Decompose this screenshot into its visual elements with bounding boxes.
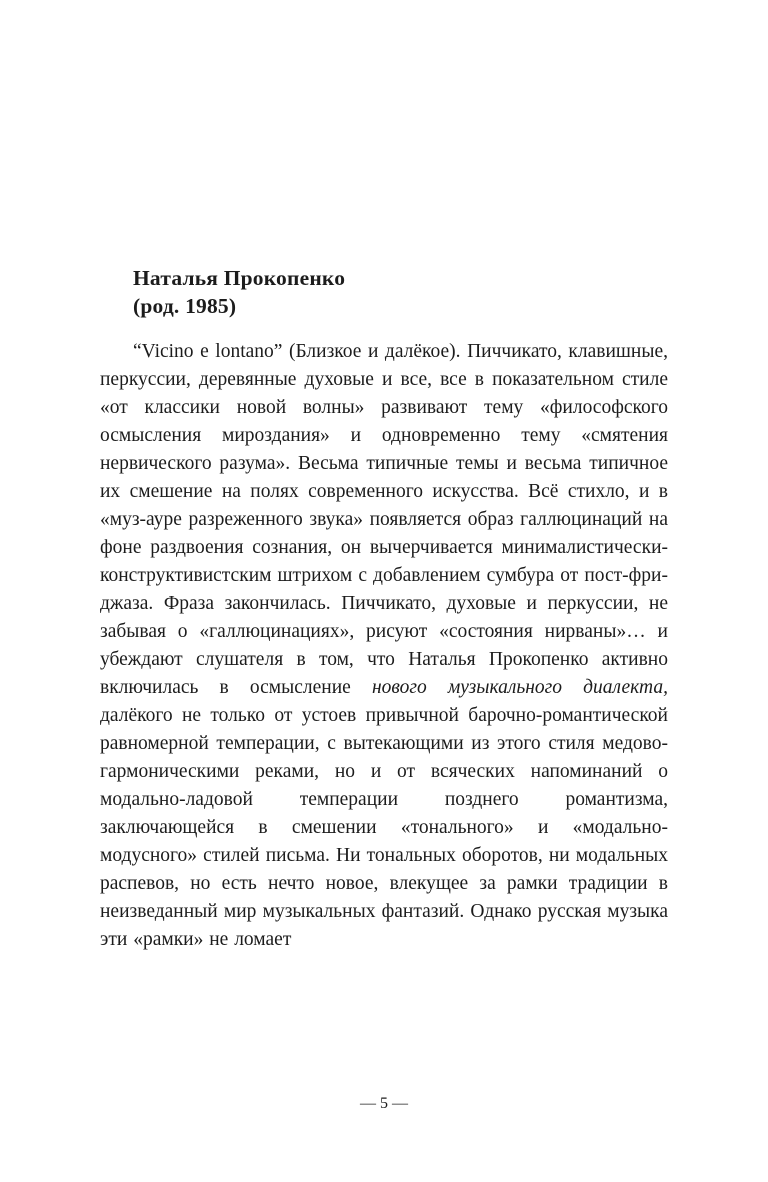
body-text-before-italic: “Vicino e lontano” (Близкое и далёкое). Пиччикато, клавишные, перкуссии, деревянные духовые и все, все в показательном стиле «от классики новой волны» развивают тему «философского осмысления мироздания» и одновременно тему «смятения нервического разума». Весьма типичные темы и весьма типичное их смешение на полях современного искусства. Всё стихло, и в «муз-ауре разреженного звука» появляется образ галлюцинаций на фоне раздвоения сознания, он вычерчивается минималистически-конструктивистским штрихом с добавлением сумбура от пост-фри-джаза. Фраза закончилась. Пиччикато, духовые и перкуссии, не забывая о «галлюцинациях», рисуют «состояния нирваны»… и убеждают слушателя в том, что Наталья Прокопенко активно включилась в осмысление: [100, 341, 668, 698]
section-heading: [100, 264, 668, 320]
author-name: Наталья Прокопенко: [133, 266, 346, 290]
author-birth-year: (род. 1985): [133, 294, 237, 318]
body-text-after-italic: далёкого не только от устоев привычной барочно-романтической равномерной темперации, с вытекающими из этого стиля медово-гармоническими реками, но и от всяческих напоминаний о модально-ладовой темперации позднего романтизма, заключающейся в смешении «тонального» и «модально-модусного» стилей письма. Ни тональных оборотов, ни модальных распевов, но есть нечто новое, влекущее за рамки традиции в неизведанный мир музыкальных фантазий. Однако русская музыка эти «рамки» не ломает: [100, 705, 668, 950]
text-block: [100, 264, 668, 954]
body-paragraph: [100, 338, 668, 954]
italic-phrase: нового музыкального диалекта,: [371, 677, 668, 698]
page-footer: [0, 1094, 768, 1114]
page-number: — 5 —: [360, 1095, 408, 1112]
